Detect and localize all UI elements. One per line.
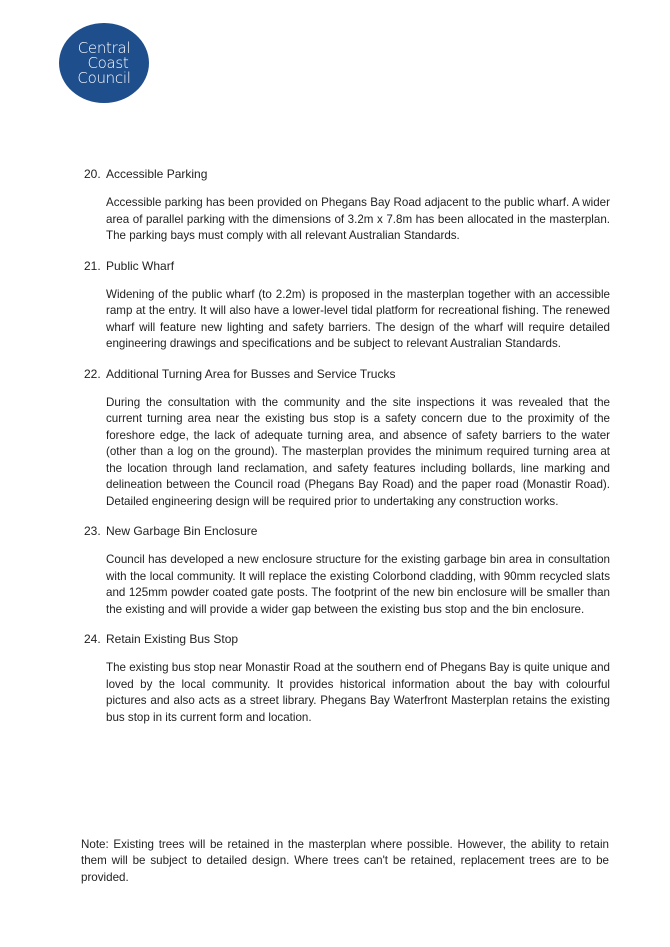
section-paragraph: The existing bus stop near Monastir Road at the southern end of Phegans Bay is quite unique and loved by the local community. It provides historical information about the bay with colourful pictures and also acts as a street library. Phegans Bay Waterfront Masterplan retains the existing bus stop in its current form and location. bbox=[106, 661, 610, 724]
section-heading bbox=[84, 523, 610, 539]
section-number: 23. bbox=[84, 524, 101, 538]
section-turning-area bbox=[84, 366, 610, 511]
section-bus-stop bbox=[84, 631, 610, 726]
section-title: Retain Existing Bus Stop bbox=[106, 632, 239, 646]
section-number: 24. bbox=[84, 632, 101, 646]
section-paragraph: Accessible parking has been provided on Phegans Bay Road adjacent to the public wharf. A wider area of parallel parking with the dimensions of 3.2m x 7.8m has been allocated in the masterplan. The parking bays must comply with all relevant Australian Standards. bbox=[106, 196, 610, 242]
logo-text bbox=[59, 41, 149, 86]
section-paragraph: Council has developed a new enclosure structure for the existing garbage bin area in consultation with the local community. It will replace the existing Colorbond cladding, with 90mm recycled slats and 125mm powder coated gate posts. The footprint of the new bin enclosure will be smaller than the existing and will provide a wider gap between the existing bus stop and the bin enclosure. bbox=[106, 553, 610, 616]
section-paragraph: During the consultation with the community and the site inspections it was revealed that the current turning area near the existing bus stop is a safety concern due to the proximity of the foreshore edge, the lack of adequate turning area, and absence of safety barriers to the water (other than a log on the ground). The masterplan provides the minimum required turning area at the location through land reclamation, and safety features including bollards, line marking and delineation between the Council road (Phegans Bay Road) and the paper road (Monastir Road). Detailed engineering design will be required prior to undertaking any construction works. bbox=[106, 395, 610, 508]
section-heading bbox=[84, 366, 610, 382]
section-title: Accessible Parking bbox=[106, 167, 208, 181]
section-title: Additional Turning Area for Busses and Service Trucks bbox=[106, 366, 396, 381]
section-heading bbox=[84, 166, 610, 182]
council-logo bbox=[59, 23, 149, 103]
section-heading bbox=[84, 258, 610, 274]
logo-line: Council bbox=[77, 69, 131, 87]
document-body bbox=[84, 166, 610, 739]
logo-line: Central bbox=[77, 39, 131, 57]
logo-line: Coast bbox=[87, 54, 129, 72]
section-accessible-parking bbox=[84, 166, 610, 245]
section-number: 20. bbox=[84, 167, 101, 181]
section-title: Public Wharf bbox=[106, 258, 175, 273]
section-public-wharf bbox=[84, 258, 610, 353]
section-paragraph: Widening of the public wharf (to 2.2m) is proposed in the masterplan together with an accessible ramp at the entry. It will also have a lower-level tidal platform for recreational fishing. The renewed wharf will feature new lighting and safety barriers. The design of the wharf will require detailed engineering drawings and specifications and be subject to relevant Australian Standards. bbox=[106, 287, 610, 350]
section-number: 21. bbox=[84, 258, 101, 273]
section-title: New Garbage Bin Enclosure bbox=[106, 524, 258, 538]
tree-retention-note: Note: Existing trees will be retained in the masterplan where possible. However, the ability to retain them will be subject to detailed design. Where trees can't be retained, replacement trees are to be provided. bbox=[81, 837, 609, 884]
section-bin-enclosure bbox=[84, 523, 610, 618]
section-number: 22. bbox=[84, 366, 101, 381]
section-heading bbox=[84, 631, 610, 647]
